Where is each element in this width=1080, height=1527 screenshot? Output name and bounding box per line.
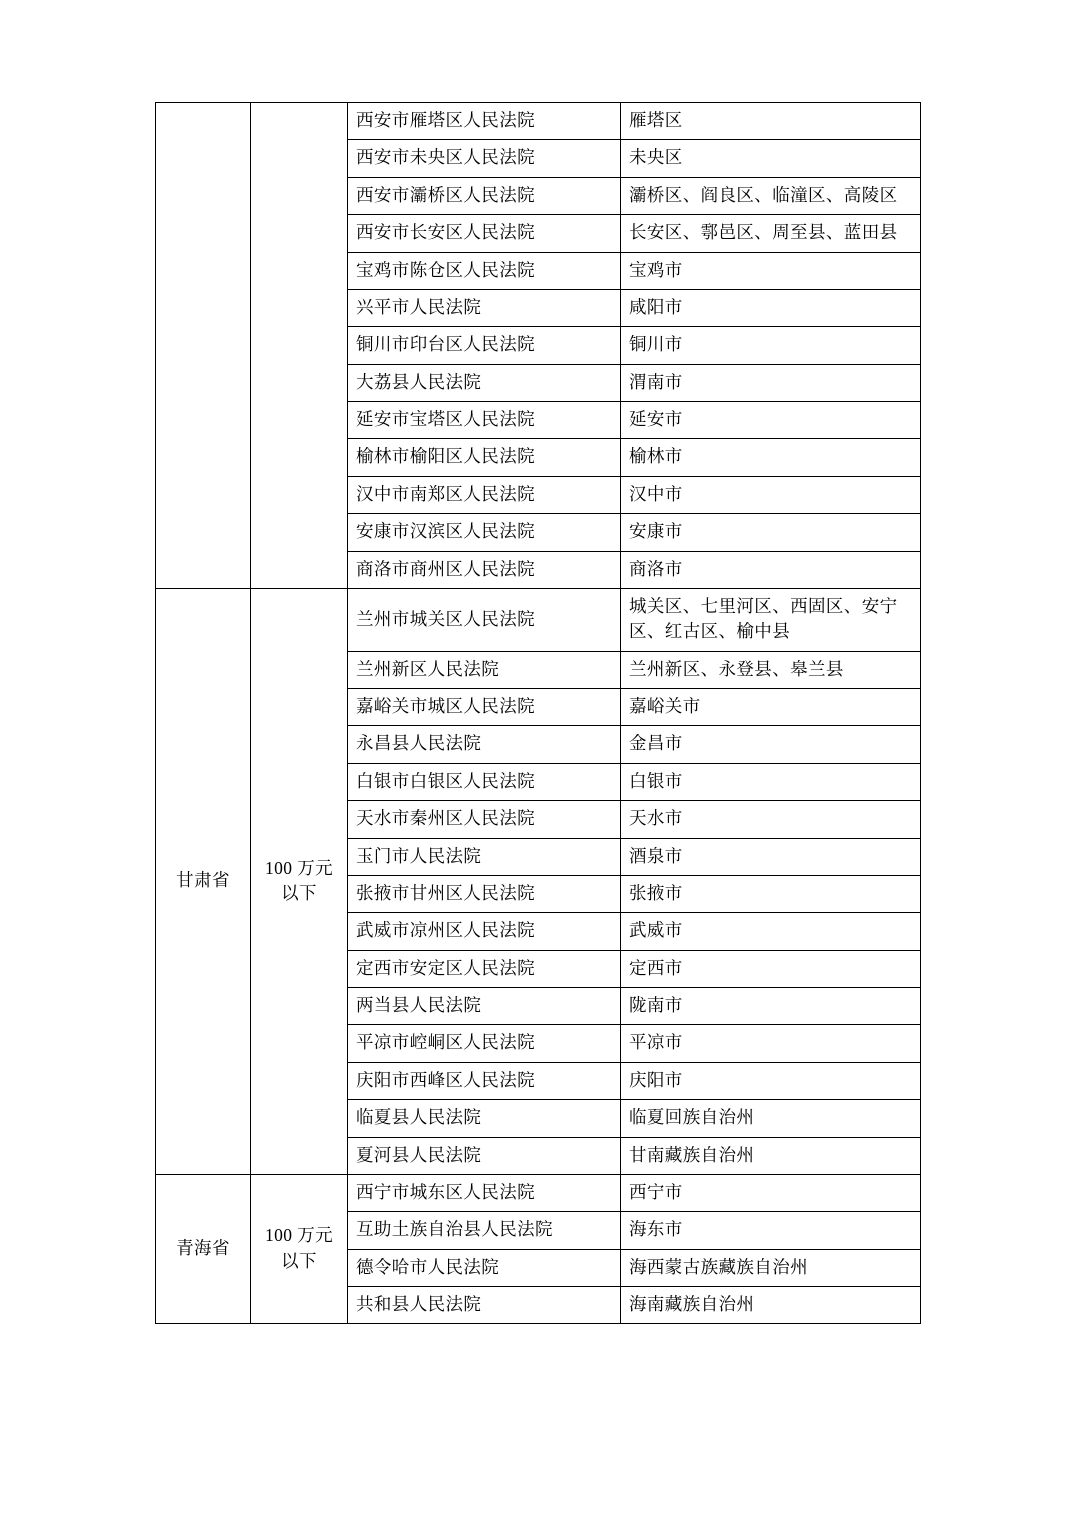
court-name-cell: 榆林市榆阳区人民法院	[348, 439, 621, 476]
court-name-cell: 武威市凉州区人民法院	[348, 913, 621, 950]
court-name-cell: 西安市长安区人民法院	[348, 215, 621, 252]
court-name-cell: 庆阳市西峰区人民法院	[348, 1062, 621, 1099]
amount-cell	[251, 103, 348, 589]
court-name-cell: 临夏县人民法院	[348, 1100, 621, 1137]
court-name-cell: 西宁市城东区人民法院	[348, 1174, 621, 1211]
jurisdiction-area-cell: 金昌市	[621, 726, 921, 763]
court-name-cell: 西安市灞桥区人民法院	[348, 177, 621, 214]
table-row	[156, 588, 921, 651]
jurisdiction-area-cell: 兰州新区、永登县、皋兰县	[621, 651, 921, 688]
jurisdiction-area-cell: 海南藏族自治州	[621, 1287, 921, 1324]
court-name-cell: 定西市安定区人民法院	[348, 950, 621, 987]
court-name-cell: 永昌县人民法院	[348, 726, 621, 763]
jurisdiction-area-cell: 汉中市	[621, 476, 921, 513]
jurisdiction-area-cell: 海西蒙古族藏族自治州	[621, 1249, 921, 1286]
jurisdiction-area-cell: 城关区、七里河区、西固区、安宁区、红古区、榆中县	[621, 588, 921, 651]
jurisdiction-area-cell: 长安区、鄠邑区、周至县、蓝田县	[621, 215, 921, 252]
court-name-cell: 大荔县人民法院	[348, 364, 621, 401]
court-name-cell: 共和县人民法院	[348, 1287, 621, 1324]
jurisdiction-area-cell: 平凉市	[621, 1025, 921, 1062]
court-name-cell: 嘉峪关市城区人民法院	[348, 689, 621, 726]
amount-cell	[251, 588, 348, 1174]
jurisdiction-area-cell: 榆林市	[621, 439, 921, 476]
jurisdiction-area-cell: 未央区	[621, 140, 921, 177]
amount-cell	[251, 1174, 348, 1324]
amount-line-2: 以下	[281, 1250, 317, 1271]
province-cell: 甘肃省	[156, 588, 251, 1174]
court-name-cell: 德令哈市人民法院	[348, 1249, 621, 1286]
jurisdiction-area-cell: 雁塔区	[621, 103, 921, 140]
jurisdiction-area-cell: 海东市	[621, 1212, 921, 1249]
court-name-cell: 兰州新区人民法院	[348, 651, 621, 688]
court-name-cell: 安康市汉滨区人民法院	[348, 514, 621, 551]
jurisdiction-area-cell: 临夏回族自治州	[621, 1100, 921, 1137]
jurisdiction-area-cell: 张掖市	[621, 875, 921, 912]
court-name-cell: 铜川市印台区人民法院	[348, 327, 621, 364]
court-name-cell: 玉门市人民法院	[348, 838, 621, 875]
province-cell: 青海省	[156, 1174, 251, 1324]
jurisdiction-area-cell: 渭南市	[621, 364, 921, 401]
court-name-cell: 互助土族自治县人民法院	[348, 1212, 621, 1249]
jurisdiction-area-cell: 西宁市	[621, 1174, 921, 1211]
jurisdiction-area-cell: 武威市	[621, 913, 921, 950]
province-cell	[156, 103, 251, 589]
court-name-cell: 西安市雁塔区人民法院	[348, 103, 621, 140]
court-name-cell: 宝鸡市陈仓区人民法院	[348, 252, 621, 289]
court-name-cell: 商洛市商州区人民法院	[348, 551, 621, 588]
court-name-cell: 天水市秦州区人民法院	[348, 801, 621, 838]
jurisdiction-area-cell: 延安市	[621, 402, 921, 439]
jurisdiction-area-cell: 铜川市	[621, 327, 921, 364]
court-name-cell: 两当县人民法院	[348, 988, 621, 1025]
court-name-cell: 平凉市崆峒区人民法院	[348, 1025, 621, 1062]
jurisdiction-area-cell: 甘南藏族自治州	[621, 1137, 921, 1174]
court-name-cell: 兰州市城关区人民法院	[348, 588, 621, 651]
jurisdiction-area-cell: 咸阳市	[621, 289, 921, 326]
amount-line-1: 100 万元	[264, 1225, 334, 1246]
amount-line-2: 以下	[281, 882, 317, 903]
table-row	[156, 1174, 921, 1211]
court-name-cell: 延安市宝塔区人民法院	[348, 402, 621, 439]
court-name-cell: 张掖市甘州区人民法院	[348, 875, 621, 912]
jurisdiction-area-cell: 天水市	[621, 801, 921, 838]
court-name-cell: 汉中市南郑区人民法院	[348, 476, 621, 513]
jurisdiction-area-cell: 嘉峪关市	[621, 689, 921, 726]
jurisdiction-area-cell: 陇南市	[621, 988, 921, 1025]
jurisdiction-area-cell: 定西市	[621, 950, 921, 987]
jurisdiction-area-cell: 庆阳市	[621, 1062, 921, 1099]
amount-line-1: 100 万元	[264, 857, 334, 878]
jurisdiction-area-cell: 酒泉市	[621, 838, 921, 875]
jurisdiction-area-cell: 商洛市	[621, 551, 921, 588]
table-row	[156, 103, 921, 140]
court-name-cell: 白银市白银区人民法院	[348, 763, 621, 800]
court-jurisdiction-table	[155, 102, 921, 1324]
court-name-cell: 夏河县人民法院	[348, 1137, 621, 1174]
jurisdiction-area-cell: 灞桥区、阎良区、临潼区、高陵区	[621, 177, 921, 214]
jurisdiction-area-cell: 宝鸡市	[621, 252, 921, 289]
jurisdiction-area-cell: 安康市	[621, 514, 921, 551]
jurisdiction-area-cell: 白银市	[621, 763, 921, 800]
court-name-cell: 西安市未央区人民法院	[348, 140, 621, 177]
court-jurisdiction-table-wrapper	[155, 102, 920, 1324]
court-name-cell: 兴平市人民法院	[348, 289, 621, 326]
